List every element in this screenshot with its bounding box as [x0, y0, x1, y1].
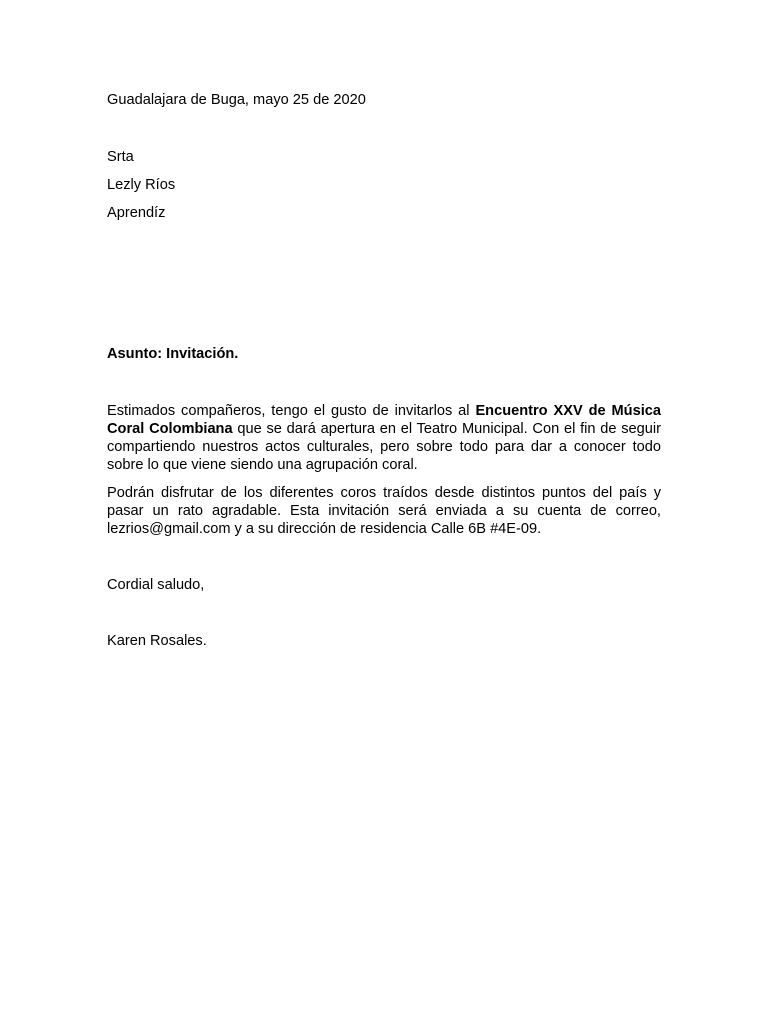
event-name: Encuentro XXV de Música Coral Colombiana — [107, 403, 661, 437]
recipient-title: Srta — [107, 149, 134, 165]
body-p1-intro: Estimados compañeros, tengo el gusto de invitarlos al — [107, 403, 476, 419]
body-p1-rest: que se dará apertura en el Teatro Municipal. Con el fin de seguir compartiendo nuestros actos culturales, pero sobre todo para dar a conocer todo sobre lo que viene siendo una agrupación coral. — [107, 421, 661, 473]
recipient-role: Aprendíz — [107, 205, 166, 221]
body-paragraph-1 — [107, 402, 661, 474]
body-paragraph-2: Podrán disfrutar de los diferentes coros traídos desde distintos puntos del país y pasar un rato agradable. Esta invitación será enviada a su cuenta de correo, lezrios@gmail.com y a su dirección de residencia Calle 6B #4E-09. — [107, 485, 661, 537]
recipient-name: Lezly Ríos — [107, 177, 176, 193]
place-date: Guadalajara de Buga, mayo 25 de 2020 — [107, 92, 366, 108]
subject-line: Asunto: Invitación. — [107, 346, 239, 362]
signature: Karen Rosales. — [107, 633, 207, 649]
closing: Cordial saludo, — [107, 577, 205, 593]
